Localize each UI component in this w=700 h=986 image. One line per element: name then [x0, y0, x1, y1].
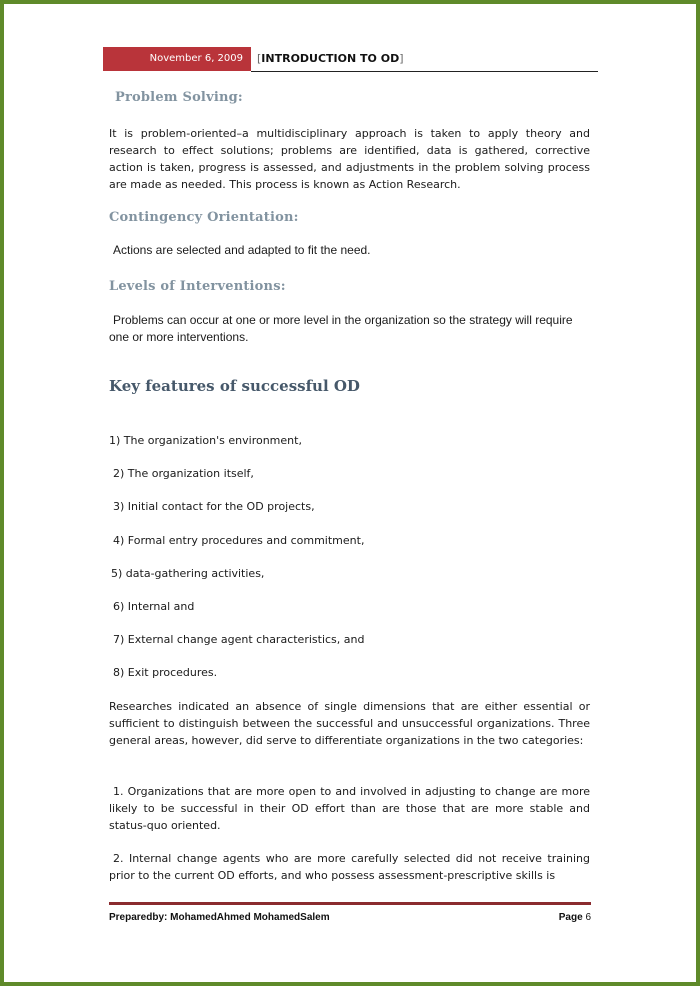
- list-item: 4) Formal entry procedures and commitment,: [113, 534, 365, 547]
- footer-rule: [109, 902, 591, 905]
- list-item: 1) The organization's environment,: [109, 434, 302, 447]
- header-rule: [251, 71, 598, 72]
- footer-page-label: Page: [558, 912, 583, 923]
- paragraph-research-findings: Researches indicated an absence of single dimensions that are either essential or sufficient to distinguish between the successful and unsuccessful organizations. Three general areas, however, did serve to differentiate organizations in the two categories:: [109, 700, 590, 747]
- paragraph-point-2: 2. Internal change agents who are more carefully selected did not receive training prior to the current OD efforts, and who possess assessment-prescriptive skills is: [109, 852, 590, 882]
- list-item: 7) External change agent characteristics, and: [113, 633, 365, 646]
- paragraph-point-1: 1. Organizations that are more open to and involved in adjusting to change are more likely to be successful in their OD effort than are those that are more stable and status-quo oriented.: [109, 785, 590, 832]
- header-title: INTRODUCTION TO OD: [261, 52, 400, 65]
- header-bracket-close: ]: [399, 52, 404, 65]
- list-item: 2) The organization itself,: [113, 467, 254, 480]
- heading-key-features: Key features of successful OD: [109, 377, 360, 395]
- paragraph-problem-solving: It is problem-oriented–a multidisciplinary approach is taken to apply theory and research to effect solutions; problems are identified, data is gathered, corrective action is taken, progress is assessed, and adjustments in the problem solving process are made as needed. This process is known as Action Research.: [109, 127, 590, 191]
- list-item: 3) Initial contact for the OD projects,: [113, 500, 315, 513]
- header-bracket-open: [: [257, 52, 262, 65]
- footer-page-number-block: [540, 911, 591, 925]
- list-item: 8) Exit procedures.: [113, 666, 218, 679]
- paragraph-contingency-orientation: Actions are selected and adapted to fit the need.: [113, 243, 371, 257]
- footer-page-number: 6: [585, 912, 591, 923]
- header-date: November 6, 2009: [103, 47, 251, 71]
- list-item: 6) Internal and: [113, 600, 195, 613]
- list-item: 5) data-gathering activities,: [111, 567, 265, 580]
- heading-contingency-orientation: Contingency Orientation:: [109, 210, 299, 225]
- header-title-block: [257, 51, 404, 67]
- heading-levels-of-interventions: Levels of Interventions:: [109, 279, 286, 294]
- footer-prepared-by: Preparedby: MohamedAhmed MohamedSalem: [109, 912, 330, 923]
- heading-problem-solving: Problem Solving:: [115, 90, 243, 105]
- paragraph-levels-of-interventions: Problems can occur at one or more level in the organization so the strategy will require one or more interventions.: [109, 313, 573, 344]
